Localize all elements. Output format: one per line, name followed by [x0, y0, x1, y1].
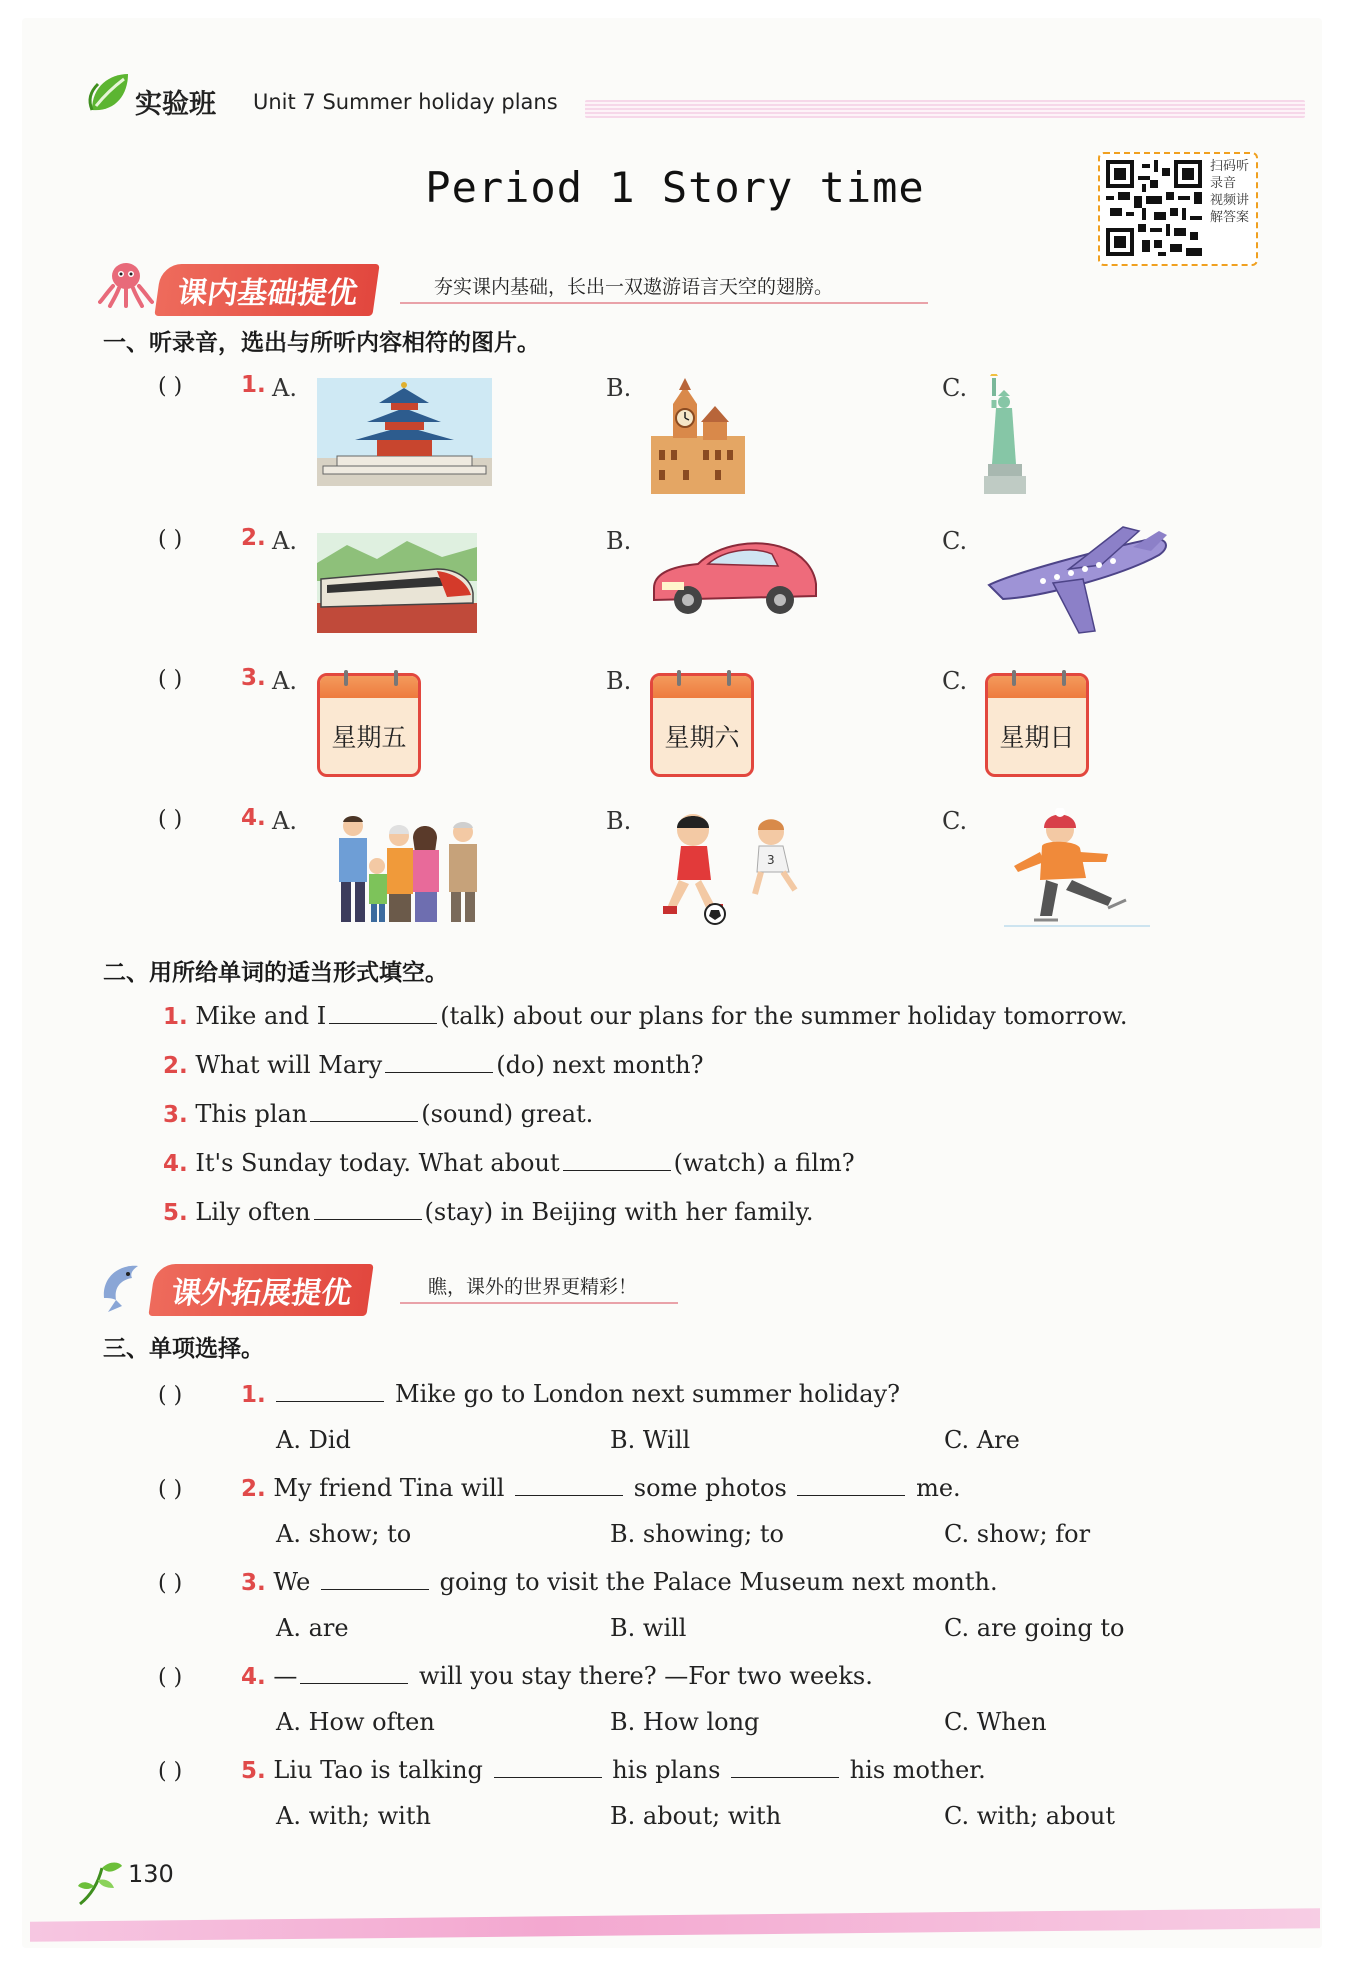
answer-blank[interactable] [276, 1381, 384, 1402]
answer-blank[interactable] [385, 1052, 493, 1073]
question-text: his mother. [849, 1756, 986, 1784]
item-text-after: (do) next month? [496, 1051, 704, 1079]
ice-skating-icon[interactable] [1000, 808, 1160, 933]
choice-question [241, 1474, 961, 1502]
question-number: 5. [241, 1758, 266, 1784]
item-number: 2. [163, 1053, 188, 1079]
answer-blank[interactable] [515, 1475, 623, 1496]
question-number: 1. [241, 372, 266, 398]
option-letter: C. [942, 667, 968, 695]
option-letter: A. [272, 807, 297, 835]
dolphin-mascot-icon [98, 1258, 150, 1314]
answer-blank[interactable] [329, 1003, 437, 1024]
big-ben-palace-icon[interactable] [643, 378, 753, 496]
answer-blank[interactable] [731, 1757, 839, 1778]
item-text-after: (watch) a film? [673, 1149, 855, 1177]
answer-paren[interactable]: ( ) [158, 1759, 183, 1784]
calendar-day-label: 星期日 [999, 723, 1075, 752]
option-b[interactable]: B. will [610, 1614, 687, 1642]
item-number: 5. [163, 1200, 188, 1226]
option-letter: C. [942, 527, 968, 555]
item-number: 3. [163, 1102, 188, 1128]
option-c[interactable]: C. with; about [944, 1802, 1116, 1830]
answer-paren[interactable]: ( ) [158, 1477, 183, 1502]
airplane-icon[interactable] [983, 525, 1173, 637]
question-number: 2. [241, 1476, 266, 1502]
part2-heading: 二、用所给单词的适当形式填空。 [103, 960, 448, 986]
option-b[interactable]: B. about; with [610, 1802, 782, 1830]
item-text-before: Lily often [195, 1198, 311, 1226]
calendar-sunday[interactable] [985, 673, 1089, 777]
answer-paren[interactable]: ( ) [158, 527, 183, 552]
fill-blank-item [163, 1149, 855, 1177]
question-text: some photos [633, 1474, 787, 1502]
answer-paren[interactable]: ( ) [158, 1571, 183, 1596]
answer-blank[interactable] [321, 1569, 429, 1590]
banner-underline [400, 302, 928, 304]
question-text: My friend Tina will [273, 1474, 505, 1502]
question-text: his plans [612, 1756, 721, 1784]
section-banner-extended: 课外拓展提优 [148, 1264, 373, 1316]
car-icon[interactable] [648, 528, 820, 628]
option-letter: B. [606, 374, 632, 402]
part3-heading: 三、单项选择。 [103, 1336, 264, 1362]
choice-question [241, 1568, 998, 1596]
answer-blank[interactable] [797, 1475, 905, 1496]
header-stripe [585, 100, 1305, 118]
answer-blank[interactable] [563, 1150, 671, 1171]
page-number: 130 [128, 1860, 174, 1888]
statue-of-liberty-icon[interactable] [980, 374, 1030, 496]
option-a[interactable]: A. show; to [276, 1520, 412, 1548]
fill-blank-item [163, 1051, 704, 1079]
leaf-logo-icon [86, 70, 132, 116]
option-letter: C. [942, 374, 968, 402]
answer-paren[interactable]: ( ) [158, 1665, 183, 1690]
question-text: me. [916, 1474, 961, 1502]
svg-text:3: 3 [767, 853, 775, 867]
question-number: 4. [241, 805, 266, 831]
unit-title: Unit 7 Summer holiday plans [253, 90, 558, 114]
question-text: We [273, 1568, 311, 1596]
item-number: 1. [163, 1004, 188, 1030]
option-b[interactable]: B. How long [610, 1708, 760, 1736]
choice-question [241, 1756, 986, 1784]
answer-blank[interactable] [314, 1199, 422, 1220]
choice-question [241, 1662, 873, 1690]
item-number: 4. [163, 1151, 188, 1177]
item-text-before: Mike and I [195, 1002, 327, 1030]
banner-underline [400, 1302, 678, 1304]
section-subtitle-basic: 夯实课内基础，长出一双遨游语言天空的翅膀。 [434, 276, 834, 298]
option-c[interactable]: C. are going to [944, 1614, 1125, 1642]
option-letter: A. [272, 667, 297, 695]
octopus-mascot-icon [98, 258, 154, 308]
train-icon[interactable] [317, 533, 477, 633]
calendar-friday[interactable] [317, 673, 421, 777]
fill-blank-item [163, 1002, 1128, 1030]
option-b[interactable]: B. Will [610, 1426, 691, 1454]
option-letter: A. [272, 374, 297, 402]
temple-of-heaven-icon[interactable] [317, 378, 492, 486]
qr-caption: 扫码听录音 视频讲解答案 [1210, 159, 1250, 225]
section-subtitle-extended: 瞧，课外的世界更精彩！ [428, 1276, 638, 1298]
calendar-day-label: 星期六 [664, 723, 740, 752]
option-letter: A. [272, 527, 297, 555]
answer-blank[interactable] [310, 1101, 418, 1122]
qr-code-icon [1106, 160, 1202, 256]
option-c[interactable]: C. show; for [944, 1520, 1091, 1548]
choice-question [241, 1380, 900, 1408]
answer-blank[interactable] [494, 1757, 602, 1778]
page-title: Period 1 Story time [425, 163, 925, 212]
family-visit-icon[interactable] [317, 808, 489, 926]
option-letter: B. [606, 807, 632, 835]
question-number: 4. [241, 1664, 266, 1690]
question-text: — [273, 1662, 298, 1690]
option-a[interactable]: A. are [276, 1614, 349, 1642]
question-text: going to visit the Palace Museum next month. [439, 1568, 998, 1596]
calendar-day-label: 星期五 [331, 723, 407, 752]
item-text-before: What will Mary [195, 1051, 383, 1079]
option-c[interactable]: C. When [944, 1708, 1047, 1736]
option-b[interactable]: B. showing; to [610, 1520, 784, 1548]
question-number: 3. [241, 665, 266, 691]
option-letter: B. [606, 667, 632, 695]
option-a[interactable]: A. with; with [276, 1802, 431, 1830]
question-number: 2. [241, 525, 266, 551]
answer-paren[interactable]: ( ) [158, 807, 183, 832]
option-a[interactable]: A. How often [276, 1708, 435, 1736]
question-text: will you stay there? —For two weeks. [419, 1662, 873, 1690]
playing-football-icon[interactable] [645, 810, 815, 932]
fill-blank-item [163, 1100, 593, 1128]
question-number: 1. [241, 1382, 266, 1408]
option-letter: B. [606, 527, 632, 555]
answer-paren[interactable]: ( ) [158, 374, 183, 399]
item-text-after: (talk) about our plans for the summer holiday tomorrow. [440, 1002, 1128, 1030]
answer-blank[interactable] [300, 1663, 408, 1684]
item-text-before: This plan [195, 1100, 308, 1128]
question-text: Liu Tao is talking [273, 1756, 483, 1784]
question-number: 3. [241, 1570, 266, 1596]
item-text-after: (sound) great. [421, 1100, 594, 1128]
brand-label: 实验班 [135, 89, 216, 120]
leaf-sprout-icon [76, 1858, 124, 1908]
option-c[interactable]: C. Are [944, 1426, 1020, 1454]
item-text-before: It's Sunday today. What about [195, 1149, 560, 1177]
item-text-after: (stay) in Beijing with her family. [424, 1198, 814, 1226]
section-banner-basic: 课内基础提优 [154, 264, 379, 316]
part1-heading: 一、听录音，选出与所听内容相符的图片。 [103, 330, 540, 356]
question-text: Mike go to London next summer holiday? [395, 1380, 900, 1408]
calendar-saturday[interactable] [650, 673, 754, 777]
fill-blank-item [163, 1198, 814, 1226]
option-letter: C. [942, 807, 968, 835]
option-a[interactable]: A. Did [276, 1426, 351, 1454]
answer-paren[interactable]: ( ) [158, 667, 183, 692]
answer-paren[interactable]: ( ) [158, 1383, 183, 1408]
